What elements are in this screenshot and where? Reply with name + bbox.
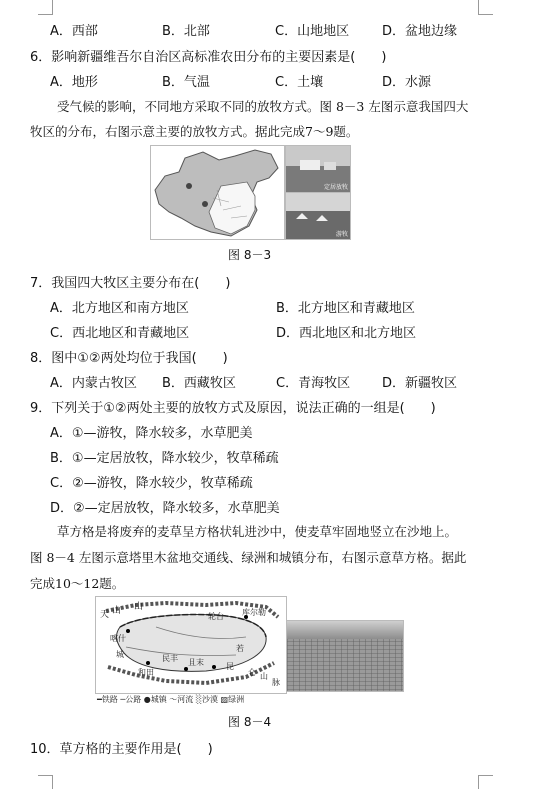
crop-mark (478, 775, 479, 789)
map-label: 喀什 (110, 634, 126, 643)
passage-line: 图 8－4 左图示意塔里木盆地交通线、绿洲和城镇分布，右图示意草方格。据此 (30, 550, 467, 565)
option-c: C．山地地区 (275, 24, 350, 39)
crop-mark (52, 0, 53, 14)
map-label: 天 (100, 610, 110, 620)
crop-mark (478, 775, 493, 776)
option-b: B．①—定居放牧，降水较少，牧草稀疏 (50, 451, 279, 466)
figure-caption: 图 8－4 (228, 715, 272, 729)
option-c: C．青海牧区 (276, 376, 351, 391)
option-d: D．盆地边缘 (382, 24, 458, 39)
map-label: 山 (260, 672, 268, 681)
option-c: C．西北地区和青藏地区 (50, 326, 190, 341)
option-d: D．新疆牧区 (382, 376, 458, 391)
map-label: 山 (134, 602, 144, 612)
crop-mark (478, 14, 493, 15)
legend-item: 公路 (125, 695, 142, 704)
figure-caption: 图 8－3 (228, 248, 272, 262)
crop-mark (38, 14, 53, 15)
map-legend (97, 694, 244, 705)
option-b: B．北方地区和青藏地区 (276, 301, 415, 316)
legend-item: 沙漠 (201, 695, 218, 704)
map-label: 若 (236, 644, 244, 653)
option-d: D．西北地区和北方地区 (276, 326, 417, 341)
option-b: B．北部 (162, 24, 210, 39)
option-a: A．内蒙古牧区 (50, 376, 137, 391)
legend-item: 城镇 (150, 695, 167, 704)
legend-item: 铁路 (101, 695, 118, 704)
option-a: A．①—游牧，降水较多，水草肥美 (50, 426, 253, 441)
china-pasture-map (150, 145, 285, 240)
nomadic-grazing-photo (285, 192, 351, 240)
question-stem: 9．下列关于①②两处主要的放牧方式及原因，说法正确的一组是( ) (30, 401, 436, 416)
map-label: 库尔勒 (242, 608, 266, 617)
map-label: 城 (116, 650, 124, 659)
map-label: 仑 (248, 668, 256, 677)
option-c: C．土壤 (275, 75, 324, 90)
option-a: A．北方地区和南方地区 (50, 301, 189, 316)
photo-label: 游牧 (335, 231, 348, 238)
map-label: 且末 (188, 658, 204, 667)
legend-item: 绿洲 (228, 695, 245, 704)
map-label: 山 (112, 606, 122, 616)
oasis-icon: ▨ (220, 695, 229, 704)
option-b: B．气温 (162, 75, 210, 90)
map-label: 民丰 (162, 654, 178, 663)
map-label: 昆 (226, 662, 234, 671)
legend-item: 河流 (177, 695, 194, 704)
passage-line: 草方格是将废弃的麦草呈方格状轧进沙中，使麦草牢固地竖立在沙地上。 (57, 524, 458, 539)
railway-icon: ━ (97, 695, 102, 704)
option-a: A．地形 (50, 75, 98, 90)
settled-grazing-photo (285, 145, 351, 193)
crop-mark (52, 775, 53, 789)
option-b: B．西藏牧区 (162, 376, 236, 391)
question-stem: 10．草方格的主要作用是( ) (30, 742, 213, 757)
option-d: D．②—定居放牧，降水较多，水草肥美 (50, 501, 280, 516)
question-stem: 6．影响新疆维吾尔自治区高标准农田分布的主要因素是( ) (30, 50, 387, 65)
map-label: 轮台 (208, 612, 224, 621)
town-icon: ● (143, 695, 151, 704)
crop-mark (478, 0, 479, 14)
crop-mark (38, 775, 53, 776)
option-a: A．西部 (50, 24, 98, 39)
map-label: 和田 (138, 668, 154, 677)
photo-label: 定居放牧 (323, 184, 348, 191)
map-label: 脉 (272, 678, 280, 687)
desert-icon: ░ (195, 695, 202, 704)
passage-line: 牧区的分布，右图示意主要的放牧方式。据此完成7～9题。 (30, 124, 359, 139)
passage-line: 完成10～12题。 (30, 576, 125, 591)
tarim-basin-map (95, 596, 287, 694)
passage-line: 受气候的影响，不同地方采取不同的放牧方式。图 8－3 左图示意我国四大 (57, 99, 469, 114)
option-d: D．水源 (382, 75, 432, 90)
question-stem: 8．图中①②两处均位于我国( ) (30, 351, 228, 366)
question-stem: 7．我国四大牧区主要分布在( ) (30, 276, 231, 291)
straw-checkerboard-photo (286, 620, 404, 692)
highway-icon: ─ (120, 695, 126, 704)
option-c: C．②—游牧，降水较少，牧草稀疏 (50, 476, 253, 491)
river-icon: ～ (169, 695, 178, 704)
